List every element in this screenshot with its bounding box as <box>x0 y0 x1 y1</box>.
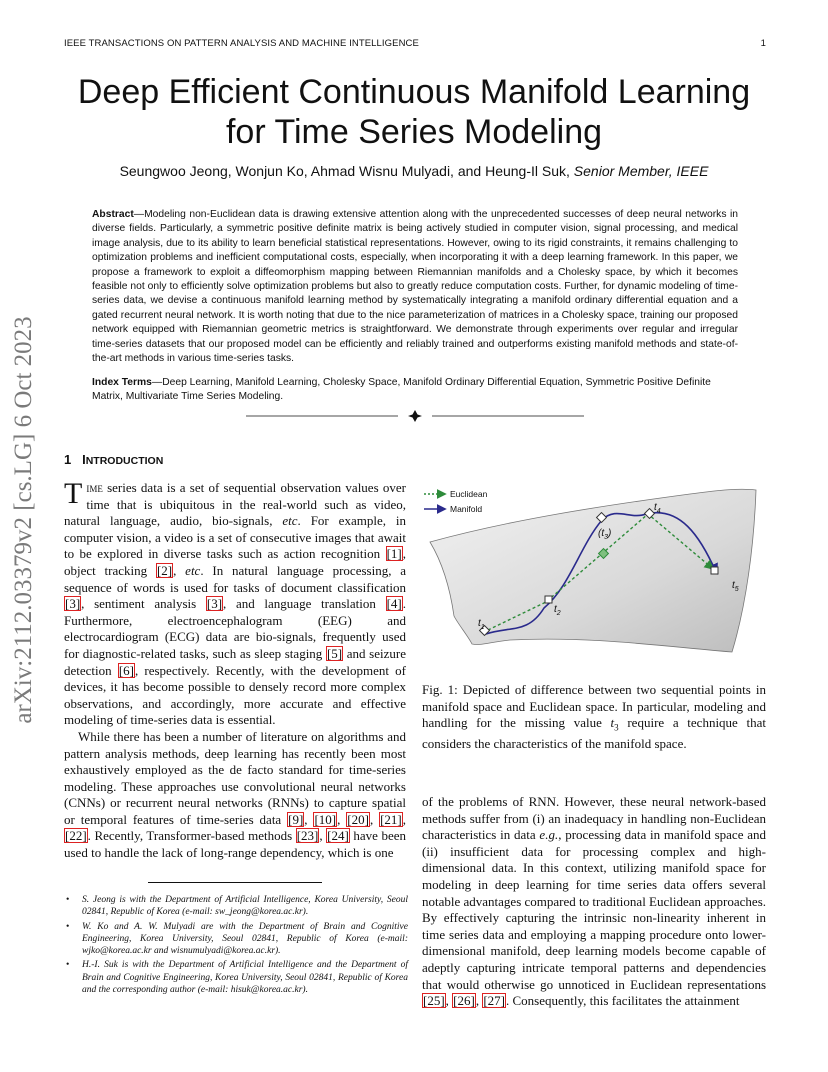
text-run: , object tracking <box>64 546 406 578</box>
abstract-text: —Modeling non-Euclidean data is drawing extensive attention along with the unprecedented successes of deep neural networks in diverse fields. Particularly, a symmetric positive definite matrix is being actively studied in computer vision, signal processing, and medical image analysis, due to its ability to learn beneficial statistical representations. However, owing to its rigid constraints, it remains challenging to optimization problems and inefficient computational costs, especially, when incorporating it with a deep learning framework. In this paper, we propose a framework to exploit a diffeomorphism mapping between Riemannian manifolds and a Cholesky space, by which it becomes feasible not only to efficiently solve optimization problems but also to greatly reduce computation costs. Further, for dynamic modeling of time-series data, we devise a continuous manifold learning method by systematically integrating a manifold ordinary differential equation and a gated recurrent neural network. It is worth noting that due to the nice parameterization of matrices in a Cholesky space, training our proposed network equipped with Riemannian geometric metrics is straightforward. We demonstrate through experiments over regular and irregular time-series datasets that our proposed model can be efficiently and reliably trained and outperforms existing manifold methods and state-of-the-art methods in various time-series tasks. <box>92 209 738 365</box>
text-run: , respectively. Recently, with the development of devices, it has become possible to densely record more complex observations, and accordingly, more accurate and effective modeling of time-series data is essential. <box>64 662 406 728</box>
label-text: ) <box>608 528 612 539</box>
section-separator <box>246 410 584 422</box>
citation-link[interactable]: [3] <box>206 596 223 612</box>
label-subscript: 3 <box>604 534 609 541</box>
left-column <box>64 477 407 862</box>
label-text: t <box>654 502 657 513</box>
figure-manifold-diagram <box>420 476 766 676</box>
label-text: t <box>554 604 557 615</box>
text-run: etc <box>282 513 298 529</box>
text-run: , <box>173 562 186 578</box>
paragraph-3: of the problems of RNN. However, these neural network-based methods suffer from (i) an inadequacy in handling non-Euclidean characteristics in data e.g., processing data in manifold space and (ii) insufficient data for processing complex and high-dimensional data. In this context, utilizing manifold space for modeling in deep learning for time series data offers several notable advantages compared to traditional Euclidean approaches. By effectively capturing the intrinsic non-linearity inherent in time series data and employing a mapping procedure onto lower-dimensional manifold, deep learning models become capable of adeptly capturing intricate temporal patterns and dependencies that would otherwise go unnoticed in Euclidean representations [25], [26], [27]. Consequently, this facilitates the attainment <box>422 794 767 1009</box>
index-terms-label: Index Terms <box>92 377 152 388</box>
text-run: and seizure detection <box>64 645 406 678</box>
abstract-label: Abstract <box>92 209 134 220</box>
label-text: t <box>732 580 735 591</box>
point-t2 <box>545 596 552 603</box>
abstract <box>92 208 738 366</box>
citation-link[interactable]: [9] <box>288 811 304 827</box>
text-run: , sentiment analysis <box>81 596 206 612</box>
citation-link[interactable]: [23] <box>296 828 319 844</box>
text-run: , processing data in manifold space and (ii) insufficient data for processing complex and high-dimensional data. In this context, utilizing manifold space for modeling in deep learning for time series data offers several notable advantages compared to traditional Euclidean approaches. By effectively capturing the intrinsic non-linearity inherent in time series data and employing a mapping procedure onto lower-dimensional manifold, deep learning models become capable of adeptly capturing intricate temporal patterns and dependencies that would otherwise go unnoticed in Euclidean representations <box>422 827 767 992</box>
running-header <box>64 38 766 49</box>
legend-manifold-label: Manifold <box>450 504 483 514</box>
footnote-rule <box>148 882 322 883</box>
section-number: 1 <box>64 452 72 467</box>
text-run: . For example, in computer vision, a video is a set of consecutive images that await to be explored in diverse tasks such as action recognition <box>64 513 406 562</box>
citation-link[interactable]: [21] <box>380 811 402 827</box>
text-run: series data is a set of sequential observation values over time that is ubiquitous in the real-world such as video, natural language, audio, bio-signals, <box>64 480 406 529</box>
journal-name: IEEE TRANSACTIONS ON PATTERN ANALYSIS AND MACHINE INTELLIGENCE <box>64 38 419 49</box>
citation-link[interactable]: [20] <box>347 811 369 827</box>
citation-link[interactable]: [6] <box>118 662 134 678</box>
index-terms-text: —Deep Learning, Manifold Learning, Cholesky Space, Manifold Ordinary Differential Equation, Symmetric Positive Definite Matrix, Multivariate Time Series Modeling. <box>92 377 711 403</box>
text-run: . Consequently, this facilitates the attainment <box>506 993 740 1009</box>
citation-link[interactable]: [5] <box>326 645 343 661</box>
page-number: 1 <box>760 38 766 49</box>
index-terms <box>92 376 738 405</box>
drop-cap: T <box>64 477 83 510</box>
paragraph-1 <box>64 477 407 729</box>
text-run: of the problems of RNN. However, these neural network-based methods suffer from (i) an inadequacy in handling non-Euclidean characteristics in data <box>422 794 766 843</box>
citation-link[interactable]: [26] <box>453 993 475 1009</box>
title-line-2: for Time Series Modeling <box>225 113 603 151</box>
footnote: • S. Jeong is with the Department of Artificial Intelligence, Korea University, Seoul 02841, Republic of Korea (e-mail: sw_jeong@korea.ac.kr). <box>82 894 408 919</box>
text-run: etc <box>185 562 201 578</box>
citation-link[interactable]: [24] <box>327 828 349 844</box>
paper-title <box>40 72 788 152</box>
lead-word: ime <box>86 480 103 495</box>
label-text: t <box>478 618 481 629</box>
figure-caption <box>422 682 766 753</box>
footnotes <box>64 894 408 998</box>
label-text: (t <box>598 528 605 539</box>
footnote: • W. Ko and A. W. Mulyadi are with the Department of Brain and Cognitive Engineering, Korea University, Seoul 02841, Republic of Korea (e-mail: wjko@korea.ac.kr and wisnumulyadi@korea.ac.kr). <box>82 921 408 958</box>
text-run: e.g. <box>539 827 559 843</box>
paragraph-2: While there has been a number of literature on algorithms and pattern analysis methods, deep learning has recently been most exhaustively employed as the de facto standard for time-series modeling. These approaches use convolutional neural networks (CNNs) or recurrent neural networks (RNNs) to capture spatial or temporal features of time-series data [9], [10], [20], [21], [22]. Recently, Transformer-based methods [23], [24] have been used to handle the lack of long-range dependency, which is one <box>64 728 407 861</box>
text-run: . Recently, Transformer-based methods <box>87 828 296 844</box>
label-subscript: 2 <box>556 610 561 617</box>
title-line-1: Deep Efficient Continuous Manifold Learning <box>77 73 751 111</box>
section-title-initial: I <box>82 452 86 467</box>
caption-subscript: 3 <box>614 722 619 733</box>
point-t5 <box>711 567 718 574</box>
legend-euclidean-label: Euclidean <box>450 489 488 499</box>
caption-text: require a technique that considers the characteristics of the manifold space. <box>422 715 767 752</box>
author-names: Seungwoo Jeong, Wonjun Ko, Ahmad Wisnu Mulyadi, and Heung-Il Suk, <box>119 163 570 179</box>
citation-link[interactable]: [22] <box>65 828 87 844</box>
caption-variable: t <box>610 715 615 731</box>
label-subscript: 4 <box>656 508 661 515</box>
citation-link[interactable]: [10] <box>314 811 337 827</box>
section-title-rest: NTRODUCTION <box>85 455 164 467</box>
arxiv-identifier[interactable]: arXiv:2112.03379v2 [cs.LG] 6 Oct 2023 <box>10 316 37 724</box>
text-run: , and language translation <box>223 596 386 612</box>
citation-link[interactable]: [3] <box>65 596 81 612</box>
footnote: • H.-I. Suk is with the Department of Artificial Intelligence and the Department of Brain and Cognitive Engineering, Korea University, Seoul 02841, Republic of Korea and the corresponding author (e-mail: hisuk@korea.ac.kr). <box>82 959 408 996</box>
citation-link[interactable]: [1] <box>386 546 402 562</box>
author-list <box>40 163 788 179</box>
text-run: . In natural language processing, a sequence of words is used for tasks of document classification <box>64 562 407 595</box>
text-run: have been used to handle the lack of long-range dependency, which is one <box>64 828 407 861</box>
text-run: . Furthermore, electroencephalogram (EEG) and electrocardiogram (ECG) data are bio-signals, frequently used for diagnostic-related tasks, such as sleep staging <box>64 596 406 661</box>
label-subscript: 1 <box>480 624 485 631</box>
citation-link[interactable]: [27] <box>483 993 506 1009</box>
citation-link[interactable]: [4] <box>386 596 402 612</box>
text-run: While there has been a number of literature on algorithms and pattern analysis methods, deep learning has recently been most exhaustively employed as the de facto standard for time-series modeling. These approaches use convolutional neural networks (CNNs) or recurrent neural networks (RNNs) to capture spatial or temporal features of time-series data <box>64 728 406 827</box>
citation-link[interactable]: [2] <box>156 562 173 578</box>
label-subscript: 5 <box>734 586 739 593</box>
section-heading <box>64 452 163 467</box>
right-column <box>422 794 766 1010</box>
citation-link[interactable]: [25] <box>423 993 445 1009</box>
author-membership: Senior Member, IEEE <box>573 163 709 179</box>
caption-text: Fig. 1: Depicted of difference between two sequential points in manifold space and Euclidean space. In particular, modeling and handling for the missing value <box>422 682 766 731</box>
